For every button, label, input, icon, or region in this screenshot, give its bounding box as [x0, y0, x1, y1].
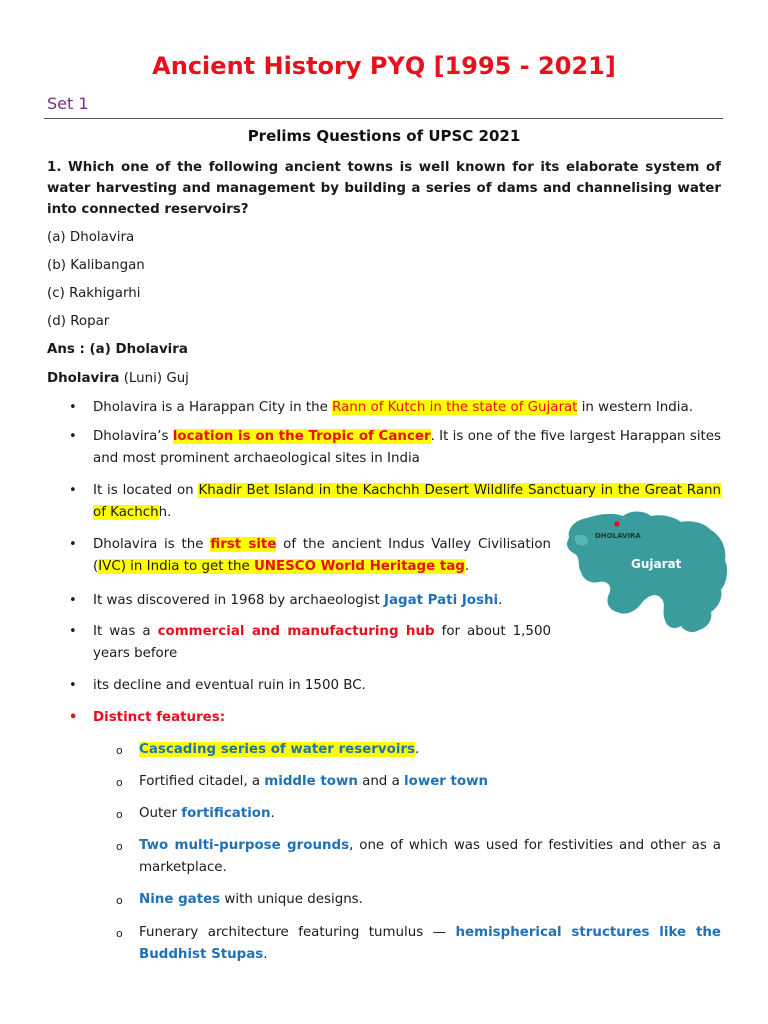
section-title: Prelims Questions of UPSC 2021	[247, 127, 521, 145]
set-label: Set 1	[47, 94, 89, 113]
sub-bullet-2-text: Fortified citadel, a	[139, 774, 265, 789]
sub-bullet-6	[139, 922, 721, 966]
gujarat-label: Gujarat	[631, 557, 682, 571]
answer: Ans : (a) Dholavira	[47, 342, 188, 357]
bullet-7	[93, 675, 551, 697]
bullet-4-tail: .	[464, 559, 470, 574]
bullet-5-text: It was discovered in 1968 by archaeologist	[93, 593, 384, 608]
option-a: (a) Dholavira	[47, 230, 135, 245]
dholavira-label: DHOLAVIRA	[595, 532, 641, 540]
bullet-6-tail: for about 1,500 years before	[93, 624, 551, 661]
bullet-5-tail: .	[498, 593, 503, 608]
option-b: (b) Kalibangan	[47, 258, 145, 273]
bullet-1-tail: in western India.	[577, 400, 693, 415]
sub-bullet-5	[139, 889, 721, 911]
sub-bullet-6-text: Funerary architecture featuring tumulus —	[139, 925, 456, 940]
option-d: (d) Ropar	[47, 314, 110, 329]
bullet-3-tail: h.	[158, 505, 172, 520]
bullet-4-highlight-1: first site	[210, 537, 277, 552]
gujarat-map	[561, 508, 731, 636]
bullet-3-highlight: Khadir Bet Island in the Kachchh Desert Wildlife Sanctuary in the Great Rann of Kachch	[93, 483, 721, 520]
sub-bullet-3	[139, 803, 721, 825]
topic-name: Dholavira	[47, 371, 120, 386]
bullet-1-highlight: Rann of Kutch in the state of Gujarat	[332, 400, 578, 415]
bullet-4-highlight-2: IVC) in India to get the	[98, 559, 254, 574]
bullet-4-mid: of the ancient Indus Valley Civilisation (	[93, 537, 551, 574]
sub-bullet-5-tail: with unique designs.	[220, 892, 363, 907]
sub-bullet-1-tail: .	[415, 742, 420, 757]
bullet-4	[93, 534, 551, 578]
bullet-1	[93, 397, 723, 419]
bullet-6	[93, 621, 551, 665]
sub-bullet-6-tail: .	[263, 947, 268, 962]
sub-bullet-1-highlight: Cascading series of water reservoirs	[139, 742, 415, 757]
gujarat-shape	[567, 512, 727, 633]
topic-rest: (Luni) Guj	[119, 371, 189, 386]
bullet-1-text: Dholavira is a Harappan City in the	[93, 400, 333, 415]
features-heading: Distinct features:	[93, 710, 226, 725]
sub-bullet-4-highlight: Two multi-purpose grounds	[139, 838, 350, 853]
bullet-4-text: Dholavira is the	[93, 537, 211, 552]
topic-heading	[47, 371, 189, 386]
sub-bullet-4	[139, 835, 721, 879]
bullet-2-highlight: location is on the Tropic of Cancer	[172, 429, 431, 444]
bullet-4-highlight-3: UNESCO World Heritage tag	[253, 559, 465, 574]
option-c: (c) Rakhigarhi	[47, 286, 141, 301]
sub-bullet-3-highlight: fortification	[181, 806, 271, 821]
sub-bullet-3-text: Outer	[139, 806, 182, 821]
sub-bullet-1	[139, 739, 721, 761]
sub-bullet-2	[139, 771, 721, 793]
document-title: Ancient History PYQ [1995 - 2021]	[152, 52, 616, 80]
bullet-5-highlight: Jagat Pati Joshi	[383, 593, 499, 608]
sub-bullet-2-mid: and a	[357, 774, 405, 789]
sub-bullet-2-highlight-1: middle town	[264, 774, 358, 789]
bullet-2-tail: . It is one of the five largest Harappan sites and most prominent archaeological sites in India	[93, 429, 721, 466]
divider	[44, 118, 723, 119]
bullet-2	[93, 426, 721, 470]
bullet-6-text: It was a	[93, 624, 158, 639]
bullet-8	[93, 707, 551, 729]
sub-bullet-2-highlight-2: lower town	[404, 774, 489, 789]
sub-bullet-4-tail: , one of which was used for festivities and other as a marketplace.	[139, 838, 721, 875]
bullet-7-text: its decline and eventual ruin in 1500 BC.	[93, 678, 366, 693]
bullet-5	[93, 590, 551, 612]
question-text: 1. Which one of the following ancient towns is well known for its elaborate system of water harvesting and management by building a series of dams and channelising water into connected reservoirs?	[47, 160, 721, 217]
bullet-3-text: It is located on	[93, 483, 199, 498]
bullet-2-text: Dholavira’s	[93, 429, 173, 444]
sub-bullet-3-tail: .	[270, 806, 275, 821]
dholavira-marker	[614, 521, 619, 526]
bullet-6-highlight: commercial and manufacturing hub	[157, 624, 435, 639]
sub-bullet-6-highlight: hemispherical structures like the Buddhist Stupas	[139, 925, 721, 962]
sub-bullet-5-highlight: Nine gates	[139, 892, 221, 907]
